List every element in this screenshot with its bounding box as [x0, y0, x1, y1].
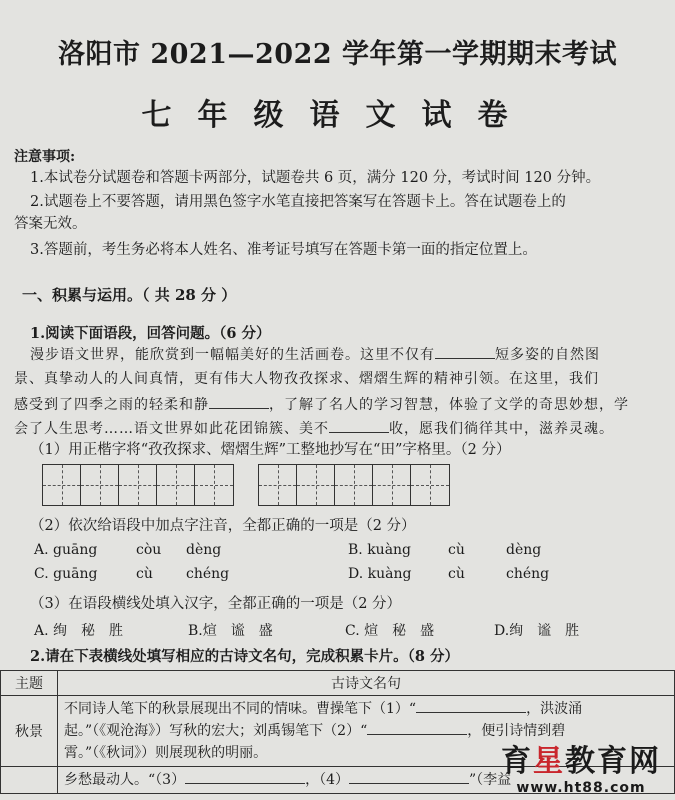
verse-cell: 乡愁最动人。“（3） ，（4） ”（李益 [58, 767, 675, 794]
answer-blank[interactable] [185, 771, 305, 784]
theme-cell [1, 767, 58, 794]
verse-cell: 不同诗人笔下的秋景展现出不同的情味。曹操笔下（1）“ ，洪波涌 起。”（《观沧海》）写秋的宏大；刘禹锡笔下（2）“ ，便引诗情到碧 霄。”（《秋词》）则展现秋的明丽。 [58, 696, 675, 767]
passage-line: 感受到了四季之雨的轻柔和静 ，了解了名人的学习智慧，体验了文学的奇思妙想，学 [14, 394, 629, 415]
option-a[interactable]: A. guāng [34, 542, 98, 558]
q1-sub1: （1）用正楷字将“孜孜探求、熠熠生辉”工整地抄写在“田”字格里。（2 分） [30, 442, 511, 458]
q1-prompt: 1.阅读下面语段，回答问题。（6 分） [30, 325, 271, 342]
tian-cell[interactable] [43, 465, 81, 505]
tian-cell[interactable] [157, 465, 195, 505]
q1-sub2: （2）依次给语段中加点字注音，全都正确的一项是（2 分） [30, 518, 416, 534]
q1-sub3: （3）在语段横线处填入汉字，全都正确的一项是（2 分） [30, 596, 402, 612]
tian-cell[interactable] [195, 465, 233, 505]
option-a-2: còu [136, 542, 162, 558]
option-b[interactable]: B. kuàng [348, 542, 412, 558]
exam-title: 洛阳市 2021—2022 学年第一学期期末考试 [57, 39, 618, 70]
option-d[interactable]: D. kuàng [348, 566, 412, 582]
option-a[interactable]: A. 绚 秘 胜 [34, 623, 124, 639]
col-verse-header: 古诗文名句 [58, 671, 675, 696]
theme-cell: 秋景 [1, 696, 58, 767]
note-item: 3.答题前，考生务必将本人姓名、准考证号填写在答题卡第一面的指定位置上。 [30, 242, 537, 258]
tian-grid-left[interactable] [42, 464, 234, 506]
note-item: 2.试题卷上不要答题，请用黑色签字水笔直接把答案写在答题卡上。答在试题卷上的 [30, 194, 566, 210]
section-heading: 一、积累与运用。（ 共 28 分 ） [22, 286, 237, 304]
passage-line: 会了人生思考……语文世界如此花团锦簇、美不 收，愿我们徜徉其中，滋养灵魂。 [14, 418, 614, 439]
passage-line: 景、真挚动人的人间真情，更有伟大人物孜孜探求、熠熠生辉的精神引领。在这里，我们 [14, 371, 599, 387]
answer-blank[interactable] [416, 700, 526, 713]
tian-cell[interactable] [373, 465, 411, 505]
option-c-3: chéng [186, 566, 230, 582]
site-watermark: 育星教育网 www.ht88.com [501, 744, 661, 796]
notes-heading: 注意事项: [14, 149, 76, 165]
option-d[interactable]: D.绚 谧 胜 [494, 623, 580, 639]
note-item: 1.本试卷分试题卷和答题卡两部分，试题卷共 6 页，满分 120 分，考试时间 120 分钟。 [30, 170, 601, 186]
option-c[interactable]: C. guāng [34, 566, 98, 582]
tian-cell[interactable] [335, 465, 373, 505]
answer-blank[interactable] [349, 771, 469, 784]
fill-blank [435, 344, 495, 359]
option-c-2: cù [136, 566, 153, 582]
q2-prompt: 2.请在下表横线处填写相应的古诗文名句，完成积累卡片。（8 分） [30, 648, 460, 665]
tian-grid-right[interactable] [258, 464, 450, 506]
fill-blank [209, 394, 269, 409]
tian-cell[interactable] [297, 465, 335, 505]
tian-cell[interactable] [81, 465, 119, 505]
exam-subtitle: 七年级语文试卷 [141, 98, 534, 133]
fill-blank [329, 418, 389, 433]
tian-cell[interactable] [411, 465, 449, 505]
passage-line: 漫步语文世界，能欣赏到一幅幅美好的生活画卷。这里不仅有 短多姿的自然图 [30, 344, 600, 365]
tian-cell[interactable] [119, 465, 157, 505]
option-a-3: dèng [186, 542, 222, 558]
option-b-2: cù [448, 542, 465, 558]
option-d-2: cù [448, 566, 465, 582]
option-c[interactable]: C. 煊 秘 盛 [345, 623, 435, 639]
option-b[interactable]: B.煊 谧 盛 [188, 623, 273, 639]
tian-cell[interactable] [259, 465, 297, 505]
option-b-3: dèng [506, 542, 542, 558]
answer-blank[interactable] [367, 722, 467, 735]
col-theme-header: 主题 [1, 671, 58, 696]
option-d-3: chéng [506, 566, 550, 582]
note-item: 答案无效。 [14, 216, 87, 232]
